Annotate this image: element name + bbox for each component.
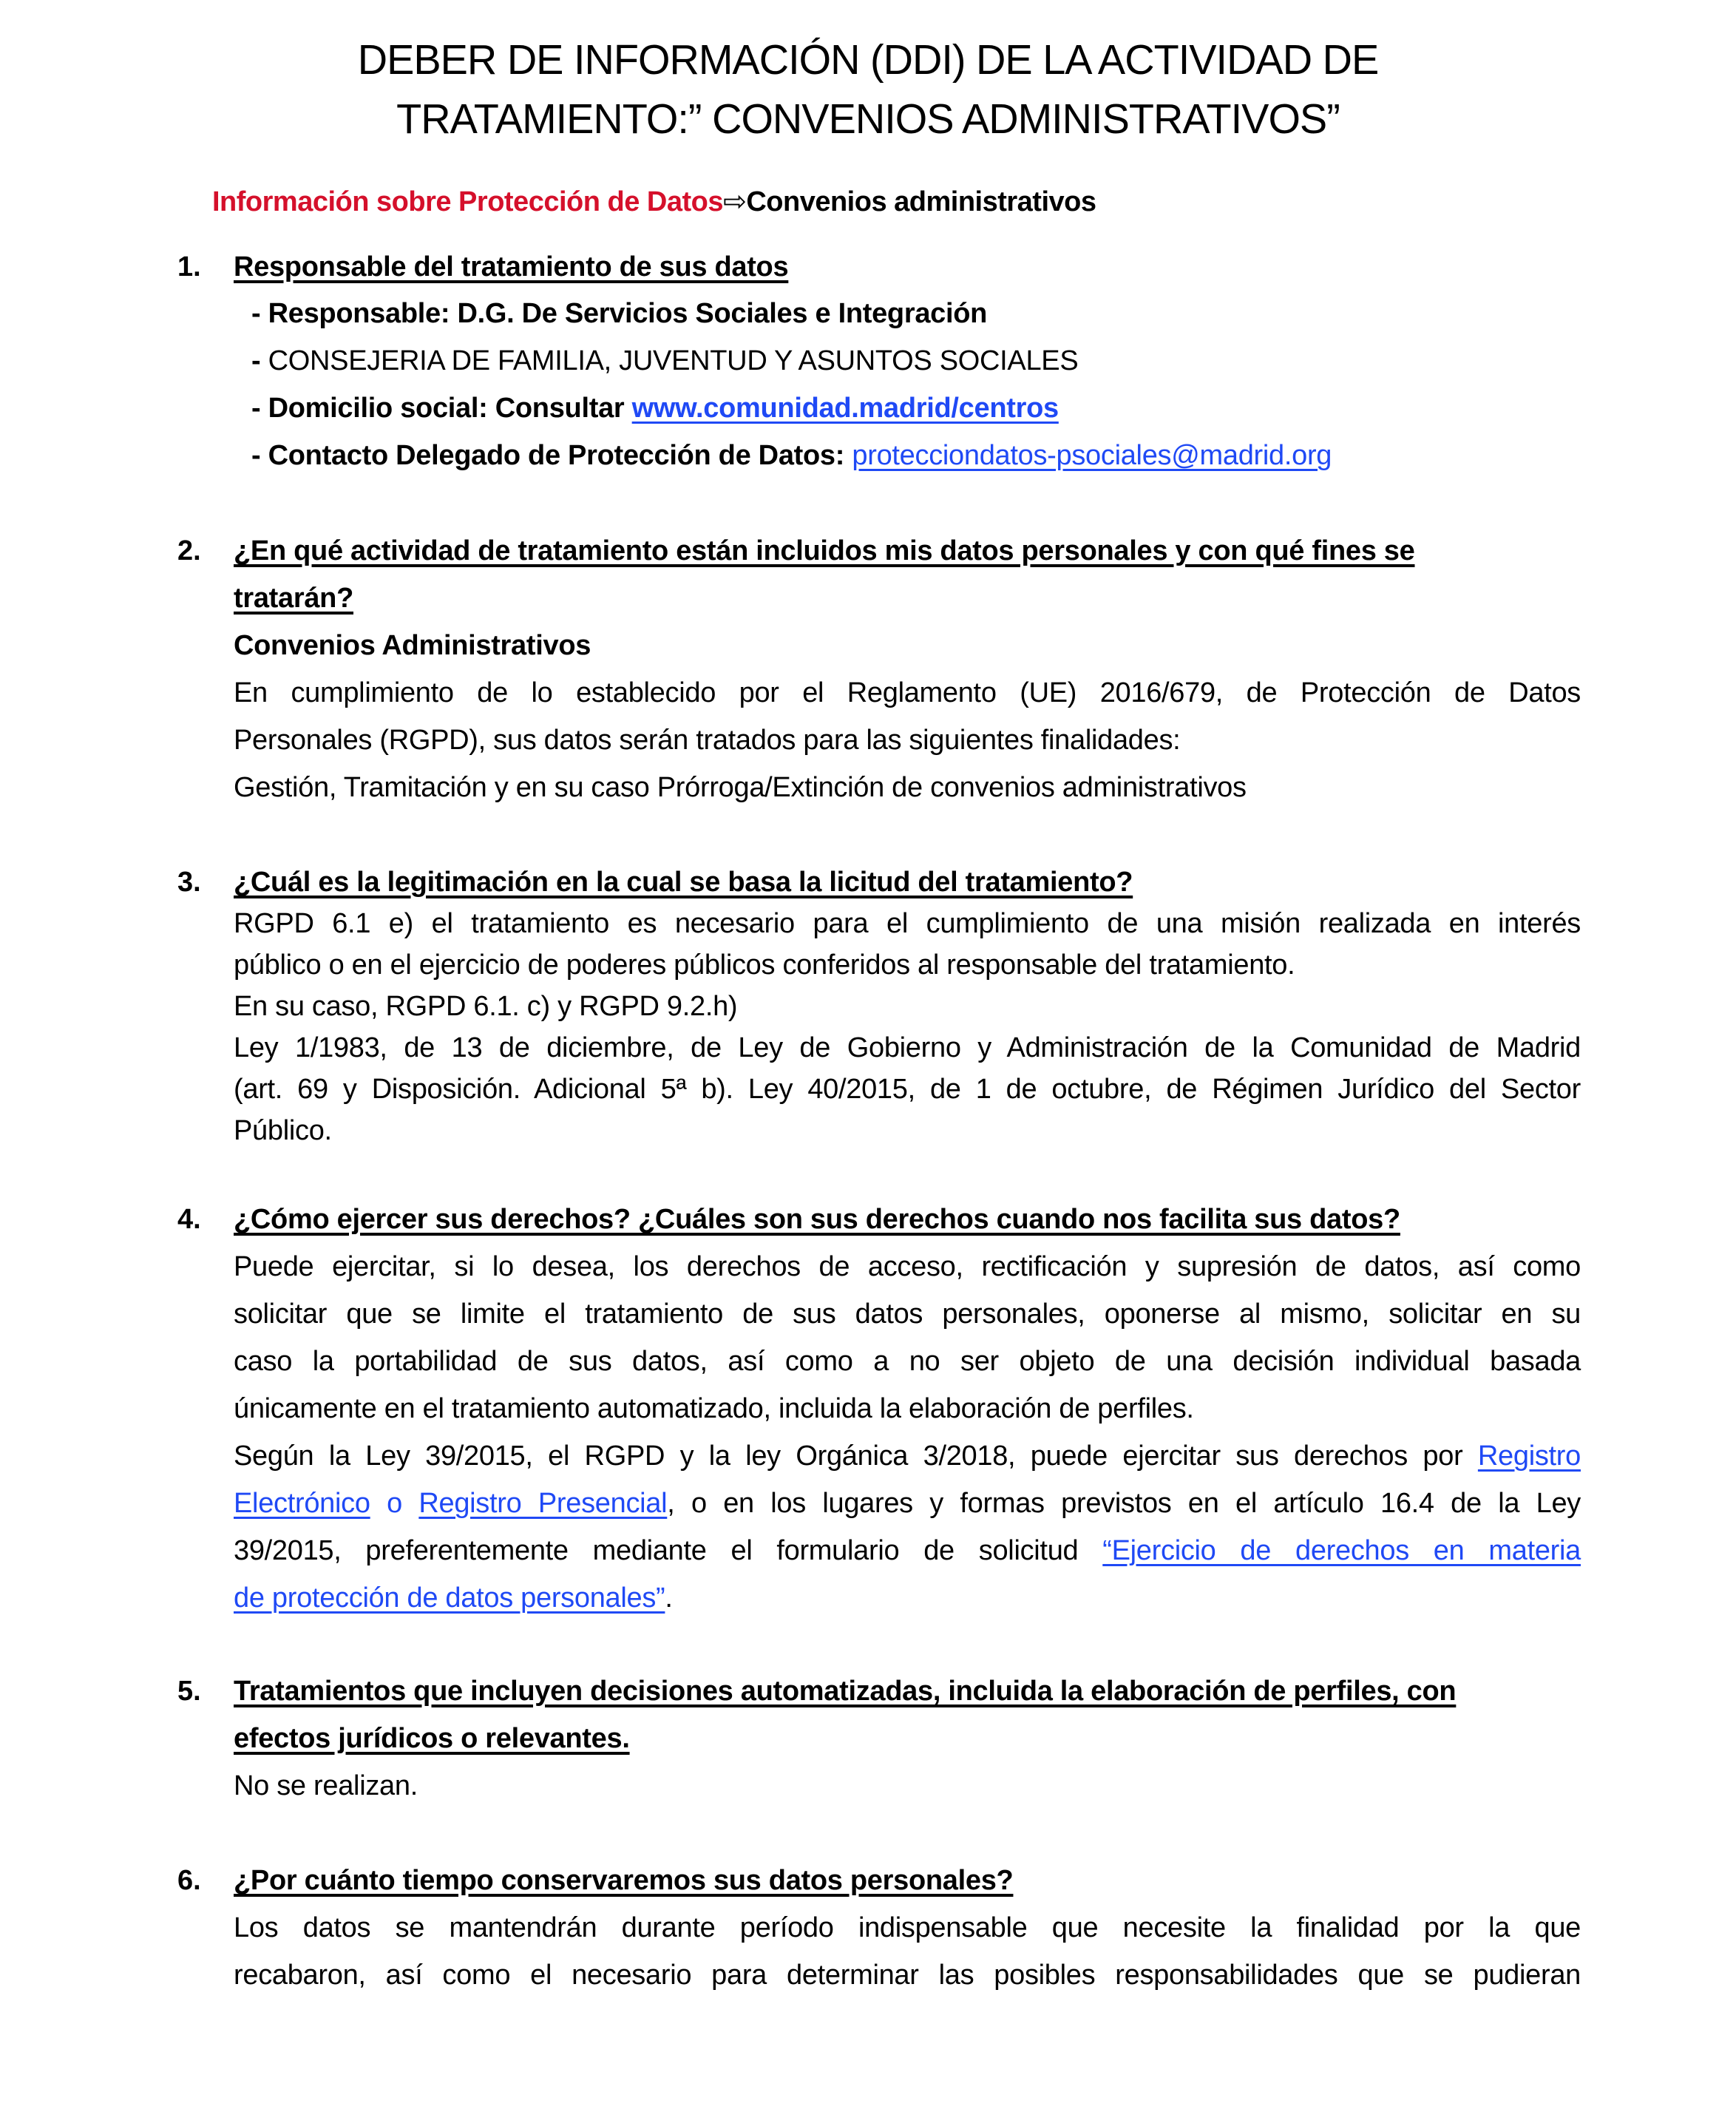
section-4-body-line-3: caso la portabilidad de sus datos, así como a no ser objeto de una decisión individual basada bbox=[234, 1346, 1581, 1377]
rights-paragraph-line-4 bbox=[234, 1582, 673, 1614]
section-4-body-line-1: Puede ejercitar, si lo desea, los derechos de acceso, rectificación y supresión de datos, así como bbox=[234, 1251, 1581, 1282]
domicilio-label: Domicilio social: Consultar bbox=[268, 393, 632, 424]
section-1-number: 1. bbox=[177, 251, 201, 282]
dash-bullet: - bbox=[251, 393, 261, 424]
section-1-item-responsable bbox=[251, 298, 987, 330]
section-1-heading: Responsable del tratamiento de sus datos bbox=[234, 251, 789, 282]
rights-text-4: . bbox=[665, 1582, 673, 1614]
section-3-heading: ¿Cuál es la legitimación en la cual se basa la licitud del tratamiento? bbox=[234, 867, 1133, 898]
section-5-heading-line-1: Tratamientos que incluyen decisiones automatizadas, incluida la elaboración de perfiles, con bbox=[234, 1676, 1457, 1707]
section-3-number: 3. bbox=[177, 867, 201, 898]
section-2-subheading: Convenios Administrativos bbox=[234, 630, 591, 661]
section-5-body: No se realizan. bbox=[234, 1770, 418, 1801]
rights-text-3: 39/2015, preferentemente mediante el formulario de solicitud bbox=[234, 1535, 1103, 1566]
section-3-body-line-4: Ley 1/1983, de 13 de diciembre, de Ley de Gobierno y Administración de la Comunidad de Madrid bbox=[234, 1032, 1581, 1063]
section-4-number: 4. bbox=[177, 1204, 201, 1235]
document-subtitle bbox=[212, 185, 1096, 218]
section-1-item-domicilio bbox=[251, 393, 1059, 424]
section-3-body-line-1: RGPD 6.1 e) el tratamiento es necesario para el cumplimiento de una misión realizada en interés bbox=[234, 908, 1581, 939]
subtitle-black-text: Convenios administrativos bbox=[746, 186, 1096, 217]
document-title-line-2: TRATAMIENTO:” CONVENIOS ADMINISTRATIVOS” bbox=[396, 95, 1340, 143]
section-2-number: 2. bbox=[177, 535, 201, 566]
section-6-heading: ¿Por cuánto tiempo conservaremos sus datos personales? bbox=[234, 1865, 1014, 1896]
subtitle-red-text: Información sobre Protección de Datos bbox=[212, 186, 723, 217]
dash-bullet: - bbox=[251, 345, 261, 376]
contacto-label: Contacto Delegado de Protección de Datos: bbox=[268, 440, 852, 471]
section-2-heading-line-2: tratarán? bbox=[234, 583, 354, 614]
section-2-body-line-3: Gestión, Tramitación y en su caso Prórroga/Extinción de convenios administrativos bbox=[234, 772, 1247, 803]
section-3-body-line-3: En su caso, RGPD 6.1. c) y RGPD 9.2.h) bbox=[234, 991, 738, 1022]
section-5-heading-line-2: efectos jurídicos o relevantes. bbox=[234, 1723, 630, 1754]
ejercicio-derechos-form-link-cont[interactable]: de protección de datos personales” bbox=[234, 1582, 665, 1614]
or-text: o bbox=[370, 1488, 419, 1519]
rights-paragraph-line-3 bbox=[234, 1535, 1581, 1567]
rights-paragraph-line-2 bbox=[234, 1488, 1581, 1520]
rights-text-1: Según la Ley 39/2015, el RGPD y la ley Orgánica 3/2018, puede ejercitar sus derechos por bbox=[234, 1441, 1478, 1472]
registro-presencial-link[interactable]: Registro Presencial bbox=[418, 1488, 668, 1519]
rights-text-2: , o en los lugares y formas previstos en el artículo 16.4 de la Ley bbox=[667, 1488, 1581, 1519]
section-3-body-line-5: (art. 69 y Disposición. Adicional 5ª b). Ley 40/2015, de 1 de octubre, de Régimen Jurídico del Sector bbox=[234, 1074, 1581, 1105]
section-3-body-line-2: público o en el ejercicio de poderes públicos conferidos al responsable del tratamiento. bbox=[234, 949, 1295, 981]
right-arrow-icon: ⇨ bbox=[722, 186, 747, 217]
section-5-number: 5. bbox=[177, 1676, 201, 1707]
section-1-item-consejeria bbox=[251, 345, 1078, 377]
dpo-email-link[interactable]: protecciondatos-psociales@madrid.org bbox=[852, 440, 1332, 471]
registro-electronico-link[interactable]: Registro bbox=[1477, 1441, 1581, 1472]
responsable-text: Responsable: D.G. De Servicios Sociales e Integración bbox=[268, 298, 988, 329]
section-6-number: 6. bbox=[177, 1865, 201, 1896]
document-title-line-1: DEBER DE INFORMACIÓN (DDI) DE LA ACTIVIDAD DE bbox=[357, 36, 1379, 84]
rights-paragraph-line-1 bbox=[234, 1441, 1581, 1472]
section-3-body-line-6: Público. bbox=[234, 1115, 332, 1146]
section-4-heading: ¿Cómo ejercer sus derechos? ¿Cuáles son sus derechos cuando nos facilita sus datos? bbox=[234, 1204, 1400, 1235]
ejercicio-derechos-form-link[interactable]: “Ejercicio de derechos en materia bbox=[1102, 1535, 1581, 1566]
centros-link[interactable]: www.comunidad.madrid/centros bbox=[631, 393, 1059, 424]
dash-bullet: - bbox=[251, 298, 261, 329]
section-4-body-line-2: solicitar que se limite el tratamiento de sus datos personales, oponerse al mismo, solicitar en su bbox=[234, 1299, 1581, 1330]
dash-bullet: - bbox=[251, 440, 261, 471]
section-2-body-line-2: Personales (RGPD), sus datos serán tratados para las siguientes finalidades: bbox=[234, 725, 1181, 756]
section-2-heading-line-1: ¿En qué actividad de tratamiento están incluidos mis datos personales y con qué fines se bbox=[234, 535, 1415, 566]
section-6-body-line-2: recabaron, así como el necesario para determinar las posibles responsabilidades que se pudieran bbox=[234, 1960, 1581, 1991]
registro-electronico-link-cont[interactable]: Electrónico bbox=[234, 1488, 370, 1519]
section-1-item-contacto bbox=[251, 440, 1332, 472]
section-6-body-line-1: Los datos se mantendrán durante período indispensable que necesite la finalidad por la que bbox=[234, 1912, 1581, 1943]
consejeria-text: CONSEJERIA DE FAMILIA, JUVENTUD Y ASUNTOS SOCIALES bbox=[268, 345, 1079, 376]
section-2-body-line-1: En cumplimiento de lo establecido por el Reglamento (UE) 2016/679, de Protección de Datos bbox=[234, 677, 1581, 708]
section-4-body-line-4: únicamente en el tratamiento automatizado, incluida la elaboración de perfiles. bbox=[234, 1393, 1194, 1424]
